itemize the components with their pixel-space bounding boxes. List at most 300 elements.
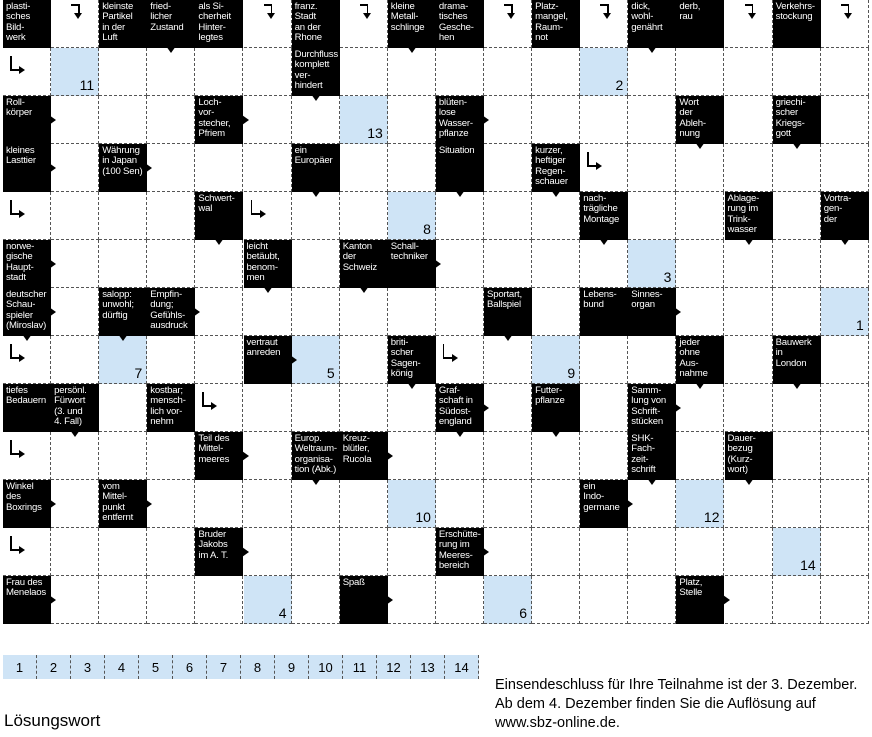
solution-box[interactable]: 11 — [343, 655, 377, 679]
answer-cell[interactable] — [388, 528, 436, 576]
answer-cell[interactable] — [580, 576, 628, 624]
answer-cell[interactable] — [773, 48, 821, 96]
solution-index: 8 — [423, 221, 431, 237]
answer-cell[interactable] — [147, 48, 195, 96]
clue-cell — [532, 0, 580, 48]
answer-cell[interactable] — [388, 288, 436, 336]
clue-cell — [388, 240, 436, 288]
solution-box[interactable]: 1 — [3, 655, 37, 679]
answer-cell[interactable] — [340, 144, 388, 192]
clue-text: drama- tisches Gesche- hen — [438, 1, 474, 44]
clue-cell — [3, 0, 51, 48]
clue-text: Graf- schaft in Südost- england — [438, 385, 473, 428]
solution-box[interactable]: 8 — [241, 655, 275, 679]
clue-cell — [676, 96, 724, 144]
down-arrow-icon — [311, 94, 321, 101]
answer-cell[interactable] — [773, 144, 821, 192]
solution-box[interactable]: 10 — [309, 655, 343, 679]
answer-cell[interactable] — [51, 480, 99, 528]
down-arrow-icon — [22, 334, 32, 341]
solution-letter-cell[interactable] — [821, 288, 869, 336]
answer-cell[interactable] — [484, 96, 532, 144]
answer-cell[interactable] — [340, 288, 388, 336]
clue-cell — [580, 288, 628, 336]
right-arrow-icon — [482, 547, 489, 557]
answer-cell[interactable] — [244, 144, 292, 192]
answer-cell[interactable] — [725, 480, 773, 528]
clue-text: briti- scher Sagen- könig — [390, 337, 421, 380]
answer-cell[interactable] — [484, 384, 532, 432]
solution-letter-cell[interactable] — [99, 336, 147, 384]
answer-cell[interactable] — [725, 240, 773, 288]
answer-cell[interactable] — [821, 0, 869, 48]
answer-cell[interactable] — [292, 528, 340, 576]
answer-cell[interactable] — [532, 240, 580, 288]
answer-cell[interactable] — [51, 240, 99, 288]
clue-cell — [532, 144, 580, 192]
answer-cell[interactable] — [195, 336, 243, 384]
right-arrow-icon — [482, 115, 489, 125]
answer-cell[interactable] — [51, 336, 99, 384]
answer-cell[interactable] — [147, 528, 195, 576]
answer-cell[interactable] — [484, 144, 532, 192]
clue-text: Loch- vor- stecher, Pfriem — [198, 97, 231, 140]
answer-cell[interactable] — [195, 288, 243, 336]
clue-cell — [580, 480, 628, 528]
clue-text: Teil des Mittel- meeres — [198, 433, 230, 465]
answer-cell[interactable] — [147, 336, 195, 384]
clue-text: Verkehrs- stockung — [775, 1, 815, 23]
clue-text: Frau des Menelaos — [6, 577, 46, 599]
clue-cell — [436, 96, 484, 144]
answer-cell[interactable] — [436, 288, 484, 336]
answer-cell[interactable] — [388, 576, 436, 624]
solution-letter-cell[interactable] — [484, 576, 532, 624]
answer-cell[interactable] — [484, 0, 532, 48]
answer-cell[interactable] — [292, 96, 340, 144]
solution-letter-cell[interactable] — [580, 48, 628, 96]
answer-cell[interactable] — [484, 192, 532, 240]
answer-cell[interactable] — [99, 432, 147, 480]
solution-box[interactable]: 5 — [139, 655, 173, 679]
down-arrow-icon — [647, 478, 657, 485]
answer-cell[interactable] — [725, 0, 773, 48]
clue-cell — [580, 192, 628, 240]
clue-text: ein Indo- germane — [583, 481, 620, 513]
answer-cell[interactable] — [676, 384, 724, 432]
answer-cell[interactable] — [51, 96, 99, 144]
answer-cell[interactable] — [340, 480, 388, 528]
solution-index: 14 — [800, 557, 816, 573]
answer-cell[interactable] — [244, 48, 292, 96]
clue-cell — [244, 336, 292, 384]
clue-text: kleines Lasttier — [6, 145, 36, 167]
answer-cell[interactable] — [580, 96, 628, 144]
answer-cell[interactable] — [532, 192, 580, 240]
down-arrow-icon — [840, 238, 850, 245]
answer-cell[interactable] — [388, 144, 436, 192]
clue-cell — [773, 0, 821, 48]
clue-text: Samm- lung von Schrift- stücken — [631, 385, 666, 428]
answer-cell[interactable] — [99, 48, 147, 96]
answer-cell[interactable] — [725, 528, 773, 576]
clue-cell — [3, 384, 51, 432]
solution-letter-cell[interactable] — [388, 192, 436, 240]
answer-cell[interactable] — [580, 240, 628, 288]
clue-cell — [3, 96, 51, 144]
solution-letter-cell[interactable] — [51, 48, 99, 96]
answer-cell[interactable] — [821, 48, 869, 96]
clue-text: Kanton der Schweiz — [342, 241, 378, 273]
clue-text: Dauer- bezug (Kurz- wort) — [727, 433, 756, 476]
answer-cell[interactable] — [51, 528, 99, 576]
answer-cell[interactable] — [147, 240, 195, 288]
right-arrow-icon — [626, 307, 633, 317]
answer-cell[interactable] — [484, 48, 532, 96]
answer-cell[interactable] — [821, 576, 869, 624]
right-arrow-icon — [49, 115, 56, 125]
down-arrow-icon — [359, 286, 369, 293]
answer-cell[interactable] — [725, 48, 773, 96]
answer-cell[interactable] — [532, 288, 580, 336]
down-arrow-icon — [118, 334, 128, 341]
clue-cell — [676, 0, 724, 48]
right-arrow-icon — [49, 307, 56, 317]
answer-cell[interactable] — [195, 480, 243, 528]
answer-cell[interactable] — [436, 240, 484, 288]
answer-cell[interactable] — [821, 384, 869, 432]
clue-cell — [388, 336, 436, 384]
answer-cell[interactable] — [436, 480, 484, 528]
right-arrow-icon — [49, 499, 56, 509]
answer-cell[interactable] — [51, 576, 99, 624]
clue-text: Platz- mangel, Raum- not — [535, 1, 568, 44]
clue-text: Futter- pflanze — [535, 385, 565, 407]
answer-cell[interactable] — [676, 288, 724, 336]
answer-cell[interactable] — [580, 432, 628, 480]
solution-index: 6 — [519, 605, 528, 621]
answer-cell[interactable] — [147, 480, 195, 528]
answer-cell[interactable] — [676, 48, 724, 96]
answer-cell[interactable] — [292, 384, 340, 432]
answer-cell[interactable] — [676, 528, 724, 576]
answer-cell[interactable] — [244, 432, 292, 480]
answer-cell[interactable] — [628, 96, 676, 144]
answer-cell[interactable] — [99, 384, 147, 432]
answer-cell[interactable] — [340, 336, 388, 384]
answer-cell[interactable] — [99, 96, 147, 144]
answer-cell[interactable] — [195, 48, 243, 96]
solution-box[interactable]: 2 — [37, 655, 71, 679]
clue-text: jeder ohne Aus- nahme — [679, 337, 708, 380]
solution-box[interactable]: 4 — [105, 655, 139, 679]
answer-cell[interactable] — [388, 432, 436, 480]
solution-index: 9 — [567, 365, 576, 381]
solution-letter-cell[interactable] — [244, 576, 292, 624]
clue-cell — [628, 384, 676, 432]
answer-cell[interactable] — [244, 480, 292, 528]
answer-cell[interactable] — [628, 48, 676, 96]
clue-text: norwe- gische Haupt- stadt — [6, 241, 35, 284]
answer-cell[interactable] — [628, 480, 676, 528]
answer-cell[interactable] — [484, 240, 532, 288]
right-arrow-icon — [674, 403, 681, 413]
answer-cell[interactable] — [292, 480, 340, 528]
answer-cell[interactable] — [532, 432, 580, 480]
clue-cell — [3, 288, 51, 336]
answer-cell[interactable] — [773, 480, 821, 528]
clue-text: Bruder Jakobs im A. T. — [198, 529, 229, 561]
answer-cell[interactable] — [388, 96, 436, 144]
clue-text: Platz, Stelle — [679, 577, 703, 599]
clue-cell — [99, 288, 147, 336]
answer-cell[interactable] — [725, 288, 773, 336]
solution-letter-cell[interactable] — [388, 480, 436, 528]
answer-cell[interactable] — [244, 96, 292, 144]
answer-cell[interactable] — [292, 240, 340, 288]
down-arrow-icon — [792, 142, 802, 149]
answer-cell[interactable] — [725, 336, 773, 384]
answer-cell[interactable] — [292, 576, 340, 624]
clue-text: vom Mittel- punkt entfernt — [102, 481, 134, 524]
answer-cell[interactable] — [725, 384, 773, 432]
clue-cell — [725, 432, 773, 480]
answer-cell[interactable] — [821, 480, 869, 528]
answer-cell[interactable] — [532, 48, 580, 96]
answer-cell[interactable] — [436, 576, 484, 624]
clue-cell — [195, 432, 243, 480]
clue-text: fried- licher Zustand — [150, 1, 184, 33]
clue-cell — [99, 144, 147, 192]
answer-cell[interactable] — [436, 192, 484, 240]
solution-box[interactable]: 9 — [275, 655, 309, 679]
answer-cell[interactable] — [580, 0, 628, 48]
answer-cell[interactable] — [51, 0, 99, 48]
answer-cell[interactable] — [773, 288, 821, 336]
down-arrow-icon — [695, 142, 705, 149]
answer-cell[interactable] — [51, 144, 99, 192]
clue-cell — [99, 480, 147, 528]
clue-text: nach- trägliche Montage — [583, 193, 620, 225]
answer-cell[interactable] — [821, 96, 869, 144]
clue-cell — [147, 0, 195, 48]
answer-cell[interactable] — [628, 144, 676, 192]
clue-cell — [195, 96, 243, 144]
answer-cell[interactable] — [340, 384, 388, 432]
answer-cell[interactable] — [484, 432, 532, 480]
clue-text: Sportart, Ballspiel — [487, 289, 522, 311]
answer-cell[interactable] — [244, 384, 292, 432]
clue-text: leicht betäubt, benom- men — [246, 241, 280, 284]
answer-cell[interactable] — [676, 144, 724, 192]
clue-cell — [628, 432, 676, 480]
answer-cell[interactable] — [147, 144, 195, 192]
solution-box[interactable]: 14 — [445, 655, 479, 679]
down-arrow-icon — [311, 478, 321, 485]
right-arrow-icon — [723, 595, 730, 605]
answer-cell[interactable] — [580, 528, 628, 576]
answer-cell[interactable] — [147, 192, 195, 240]
answer-cell[interactable] — [388, 48, 436, 96]
answer-cell[interactable] — [99, 192, 147, 240]
answer-cell[interactable] — [532, 96, 580, 144]
down-arrow-icon — [792, 382, 802, 389]
answer-cell[interactable] — [821, 528, 869, 576]
clue-cell — [195, 528, 243, 576]
info-line-1: Einsendeschluss für Ihre Teilnahme ist der 3. Dezember. — [495, 677, 858, 693]
clue-cell — [340, 240, 388, 288]
answer-cell[interactable] — [436, 48, 484, 96]
clue-text: Empfin- dung; Gefühls- ausdruck — [150, 289, 188, 332]
answer-cell[interactable] — [773, 384, 821, 432]
answer-cell[interactable] — [773, 432, 821, 480]
answer-cell[interactable] — [676, 192, 724, 240]
clue-cell — [147, 384, 195, 432]
answer-cell[interactable] — [532, 576, 580, 624]
answer-cell[interactable] — [147, 96, 195, 144]
clue-cell — [388, 0, 436, 48]
answer-cell[interactable] — [484, 480, 532, 528]
answer-cell[interactable] — [99, 528, 147, 576]
clue-text: blüten- lose Wasser- pflanze — [438, 97, 473, 140]
clue-cell — [773, 336, 821, 384]
answer-cell[interactable] — [773, 192, 821, 240]
clue-text: kleine Metall- schlinge — [390, 1, 425, 33]
solution-box[interactable]: 13 — [411, 655, 445, 679]
answer-cell[interactable] — [821, 336, 869, 384]
clue-cell — [99, 0, 147, 48]
answer-cell[interactable] — [147, 432, 195, 480]
clue-cell — [292, 144, 340, 192]
clue-cell — [773, 96, 821, 144]
answer-cell[interactable] — [292, 192, 340, 240]
answer-cell[interactable] — [340, 0, 388, 48]
answer-cell[interactable] — [388, 384, 436, 432]
down-arrow-icon — [70, 430, 80, 437]
info-line-3: www.sbz-online.de. — [495, 715, 620, 731]
clue-text: Vortra- gen- der — [823, 193, 852, 225]
answer-cell[interactable] — [147, 576, 195, 624]
clue-cell — [3, 480, 51, 528]
clue-cell — [3, 576, 51, 624]
solution-letter-cell[interactable] — [532, 336, 580, 384]
answer-cell[interactable] — [773, 240, 821, 288]
clue-text: Sinnes- organ — [631, 289, 663, 311]
answer-cell[interactable] — [580, 384, 628, 432]
clue-text: Schall- techniker — [390, 241, 428, 263]
answer-cell[interactable] — [725, 96, 773, 144]
clue-text: Spaß — [342, 577, 365, 588]
answer-cell[interactable] — [195, 240, 243, 288]
clue-text: kleinste Partikel in der Luft — [102, 1, 134, 44]
answer-cell[interactable] — [340, 528, 388, 576]
answer-cell[interactable] — [773, 576, 821, 624]
right-arrow-icon — [290, 355, 297, 365]
solution-box[interactable]: 3 — [71, 655, 105, 679]
answer-cell[interactable] — [244, 0, 292, 48]
answer-cell[interactable] — [821, 144, 869, 192]
answer-cell[interactable] — [821, 432, 869, 480]
solution-index: 7 — [134, 365, 143, 381]
solution-box[interactable]: 12 — [377, 655, 411, 679]
clue-cell — [292, 432, 340, 480]
down-arrow-icon — [455, 430, 465, 437]
clue-text: franz. Stadt an der Rhone — [294, 1, 322, 44]
answer-cell[interactable] — [821, 240, 869, 288]
clue-text: derb, rau — [679, 1, 701, 23]
answer-cell[interactable] — [484, 336, 532, 384]
clue-text: kurzer, heftiger Regen- schauer — [535, 145, 568, 188]
right-arrow-icon — [145, 499, 152, 509]
solution-letter-cell[interactable] — [773, 528, 821, 576]
answer-cell[interactable] — [484, 528, 532, 576]
solution-box[interactable]: 7 — [207, 655, 241, 679]
solution-label: Lösungswort — [4, 711, 101, 730]
solution-index: 4 — [278, 605, 287, 621]
answer-cell[interactable] — [51, 288, 99, 336]
answer-cell[interactable] — [580, 336, 628, 384]
right-arrow-icon — [49, 595, 56, 605]
solution-letter-cell[interactable] — [340, 96, 388, 144]
clue-cell — [3, 240, 51, 288]
answer-cell[interactable] — [725, 144, 773, 192]
solution-letter-cell[interactable] — [676, 480, 724, 528]
down-arrow-icon — [503, 334, 513, 341]
clue-cell — [244, 240, 292, 288]
answer-cell[interactable] — [51, 432, 99, 480]
down-arrow-icon — [214, 238, 224, 245]
answer-cell[interactable] — [340, 192, 388, 240]
clue-text: Winkel des Boxrings — [6, 481, 42, 513]
solution-index: 5 — [326, 365, 335, 381]
answer-cell[interactable] — [340, 48, 388, 96]
answer-cell[interactable] — [292, 288, 340, 336]
answer-cell[interactable] — [99, 240, 147, 288]
answer-cell[interactable] — [725, 576, 773, 624]
answer-cell[interactable] — [676, 432, 724, 480]
clue-text: Erschütte- rung im Meeres- bereich — [438, 529, 481, 572]
down-arrow-icon — [551, 190, 561, 197]
answer-cell[interactable] — [244, 528, 292, 576]
solution-letter-cell[interactable] — [628, 240, 676, 288]
answer-cell[interactable] — [628, 576, 676, 624]
clue-text: deutscher Schau- spieler (Miroslav) — [6, 289, 47, 332]
answer-cell[interactable] — [532, 480, 580, 528]
answer-cell[interactable] — [51, 192, 99, 240]
answer-cell[interactable] — [195, 576, 243, 624]
clue-cell — [484, 288, 532, 336]
deadline-info — [495, 676, 857, 733]
answer-cell[interactable] — [436, 432, 484, 480]
answer-cell[interactable] — [244, 288, 292, 336]
answer-cell[interactable] — [195, 144, 243, 192]
clue-text: tiefes Bedauern — [6, 385, 47, 407]
clue-cell — [628, 288, 676, 336]
answer-cell[interactable] — [628, 528, 676, 576]
clue-cell — [676, 336, 724, 384]
answer-cell[interactable] — [99, 576, 147, 624]
solution-box[interactable]: 6 — [173, 655, 207, 679]
solution-letter-cell[interactable] — [292, 336, 340, 384]
answer-cell[interactable] — [676, 240, 724, 288]
down-arrow-icon — [744, 478, 754, 485]
answer-cell[interactable] — [628, 192, 676, 240]
answer-cell[interactable] — [628, 336, 676, 384]
clue-text: kostbar; mensch- lich vor- nehm — [150, 385, 186, 428]
right-arrow-icon — [242, 115, 249, 125]
clue-text: vertraut anreden — [246, 337, 281, 359]
answer-cell[interactable] — [532, 528, 580, 576]
